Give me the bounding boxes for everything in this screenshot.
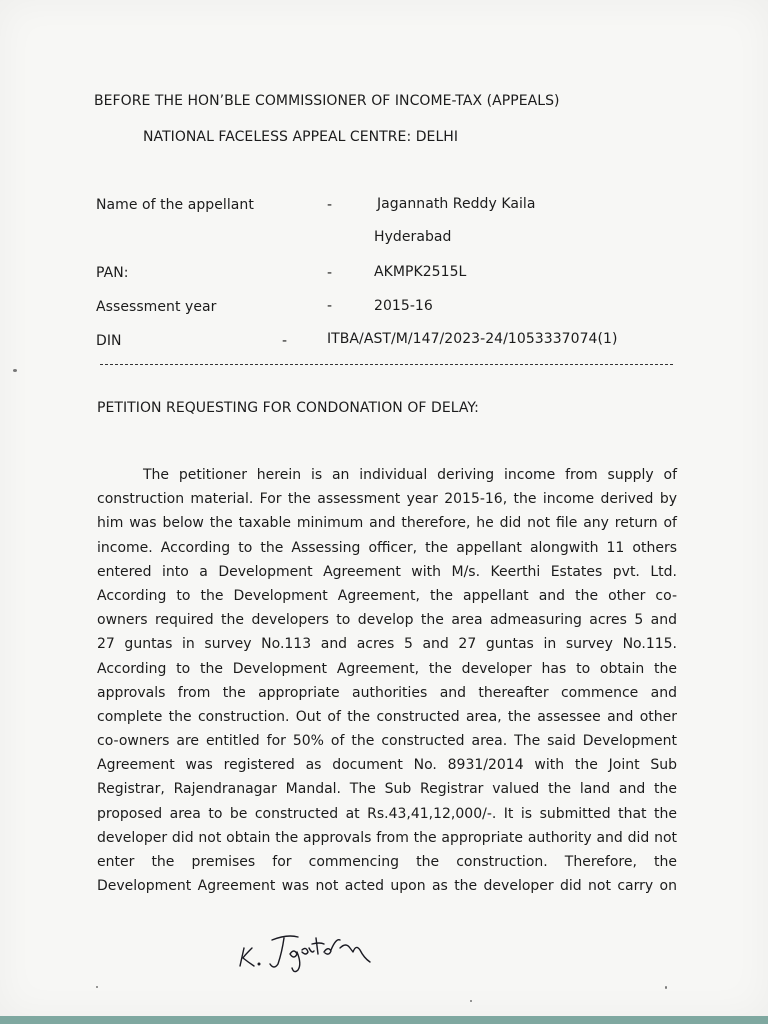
appellant-city-value: Hyderabad bbox=[374, 229, 452, 245]
body-line: entered into a Development Agreement with M/s. Keerthi Estates pvt. Ltd. bbox=[97, 563, 677, 580]
body-line: owners required the developers to develop the area admeasuring acres 5 and bbox=[97, 612, 677, 629]
pan-value: AKMPK2515L bbox=[374, 264, 467, 280]
assessment-year-value: 2015-16 bbox=[374, 298, 433, 314]
scan-speck bbox=[470, 1000, 472, 1002]
body-line: construction material. For the assessment year 2015-16, the income derived by bbox=[97, 491, 677, 508]
din-value: ITBA/AST/M/147/2023-24/1053337074(1) bbox=[327, 331, 618, 347]
handwritten-signature bbox=[232, 918, 392, 978]
body-line: According to the Development Agreement, the developer has to obtain the bbox=[97, 660, 677, 677]
din-dash: - bbox=[282, 333, 288, 349]
body-line: Agreement was registered as document No. 8931/2014 with the Joint Sub bbox=[97, 757, 677, 774]
body-line: him was below the taxable minimum and therefore, he did not file any return of bbox=[97, 515, 677, 532]
heading-appeal-centre: NATIONAL FACELESS APPEAL CENTRE: DELHI bbox=[143, 129, 459, 145]
body-line: 27 guntas in survey No.113 and acres 5 and 27 guntas in survey No.115. bbox=[97, 636, 677, 653]
pan-dash: - bbox=[327, 265, 333, 281]
pan-label: PAN: bbox=[96, 265, 129, 281]
section-divider bbox=[100, 364, 673, 365]
scan-speck bbox=[96, 986, 98, 988]
body-line: enter the premises for commencing the construction. Therefore, the bbox=[97, 854, 677, 870]
body-line: Registrar, Rajendranagar Mandal. The Sub Registrar valued the land and the bbox=[97, 781, 677, 798]
body-line: Development Agreement was not acted upon as the developer did not carry on bbox=[97, 878, 677, 895]
body-line: co-owners are entitled for 50% of the constructed area. The said Development bbox=[97, 733, 677, 750]
scan-edge bbox=[0, 1016, 768, 1024]
assessment-year-label: Assessment year bbox=[96, 299, 217, 315]
heading-commissioner: BEFORE THE HON’BLE COMMISSIONER OF INCOME-TAX (APPEALS) bbox=[94, 93, 560, 109]
appellant-name-dash: - bbox=[327, 197, 333, 213]
body-line: developer did not obtain the approvals from the appropriate authority and did not bbox=[97, 829, 677, 846]
assessment-year-dash: - bbox=[327, 298, 333, 314]
body-line: approvals from the appropriate authorities and thereafter commence and bbox=[97, 684, 677, 701]
appellant-name-label: Name of the appellant bbox=[96, 197, 254, 213]
petition-title: PETITION REQUESTING FOR CONDONATION OF DELAY: bbox=[97, 400, 479, 416]
appellant-name-value: Jagannath Reddy Kaila bbox=[377, 196, 536, 212]
body-line: The petitioner herein is an individual deriving income from supply of bbox=[143, 467, 677, 483]
din-label: DIN bbox=[96, 333, 122, 349]
petition-body bbox=[97, 463, 677, 898]
body-line: income. According to the Assessing officer, the appellant alongwith 11 others bbox=[97, 539, 677, 556]
scan-speck bbox=[13, 369, 17, 372]
body-line: complete the construction. Out of the constructed area, the assessee and other bbox=[97, 708, 677, 725]
scan-speck bbox=[665, 986, 667, 989]
body-line: According to the Development Agreement, the appellant and the other co- bbox=[97, 587, 677, 604]
body-line: proposed area to be constructed at Rs.43,41,12,000/-. It is submitted that the bbox=[97, 805, 677, 822]
